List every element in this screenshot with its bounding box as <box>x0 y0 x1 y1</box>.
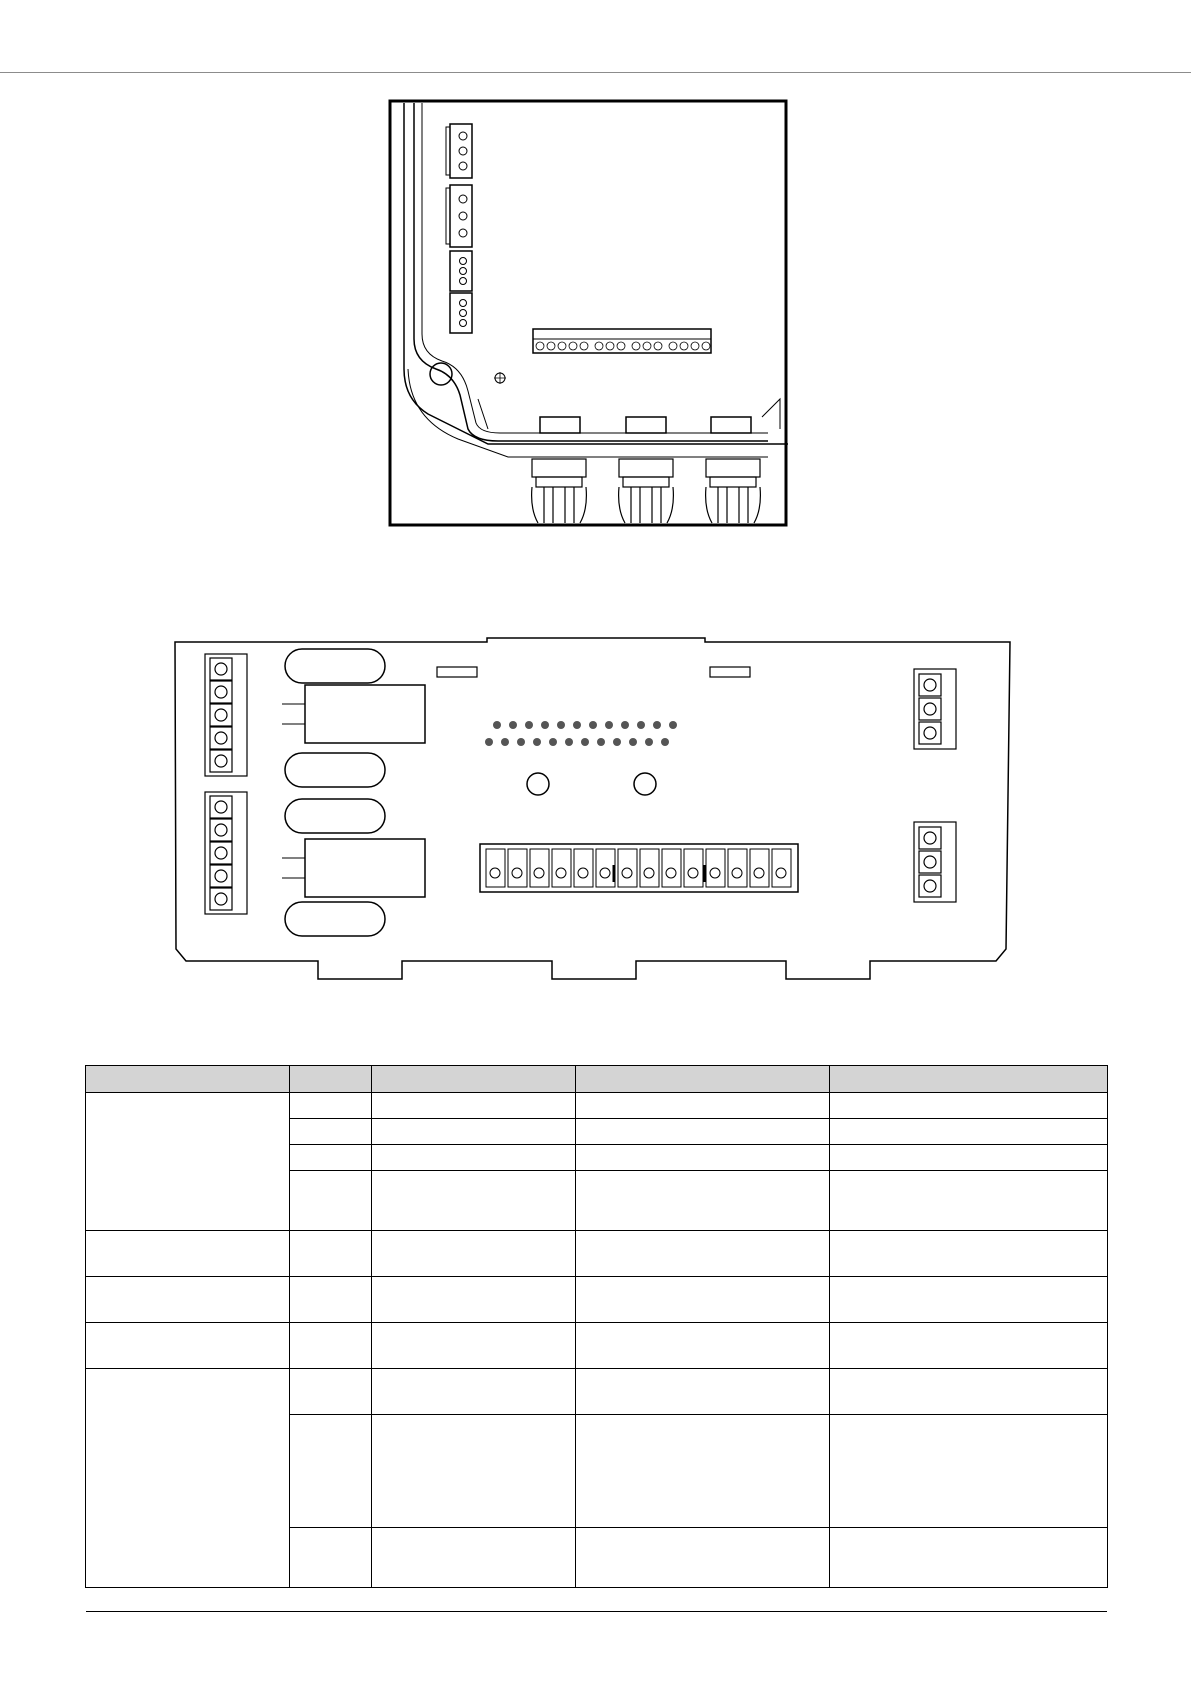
table-cell <box>290 1171 372 1231</box>
table-cell <box>372 1231 576 1277</box>
table-cell <box>576 1369 830 1415</box>
table-cell <box>830 1415 1108 1528</box>
table-cell <box>576 1415 830 1528</box>
table-cell <box>830 1277 1108 1323</box>
table-cell <box>86 1093 290 1231</box>
header-cell <box>576 1066 830 1093</box>
table-row <box>86 1093 1108 1119</box>
table-cell <box>576 1528 830 1588</box>
enclosure-figure <box>388 99 788 527</box>
table-cell <box>830 1231 1108 1277</box>
table-cell <box>372 1277 576 1323</box>
header-cell <box>86 1066 290 1093</box>
table-cell <box>290 1093 372 1119</box>
spec-table <box>85 1065 1108 1588</box>
table-cell <box>576 1119 830 1145</box>
table-cell <box>830 1093 1108 1119</box>
table-cell <box>372 1145 576 1171</box>
footer-rule <box>86 1611 1107 1612</box>
table-cell <box>290 1528 372 1588</box>
table-cell <box>290 1277 372 1323</box>
table-row <box>86 1369 1108 1415</box>
table-cell <box>290 1369 372 1415</box>
table-cell <box>576 1093 830 1119</box>
table-cell <box>372 1171 576 1231</box>
table-cell <box>830 1528 1108 1588</box>
header-cell <box>372 1066 576 1093</box>
table-row <box>86 1323 1108 1369</box>
table-cell <box>290 1323 372 1369</box>
header-cell <box>290 1066 372 1093</box>
table-cell <box>372 1415 576 1528</box>
table-cell <box>86 1369 290 1588</box>
table-cell <box>830 1323 1108 1369</box>
table-header-row <box>86 1066 1108 1093</box>
table-cell <box>372 1369 576 1415</box>
table-cell <box>290 1145 372 1171</box>
header-rule <box>0 72 1191 73</box>
table-cell <box>830 1171 1108 1231</box>
table-cell <box>290 1231 372 1277</box>
table-cell <box>576 1277 830 1323</box>
table-cell <box>86 1231 290 1277</box>
table-cell <box>86 1277 290 1323</box>
table-cell <box>576 1323 830 1369</box>
table-cell <box>576 1145 830 1171</box>
table-cell <box>290 1119 372 1145</box>
table-cell <box>372 1323 576 1369</box>
table-cell <box>372 1119 576 1145</box>
table-cell <box>290 1415 372 1528</box>
table-cell <box>86 1323 290 1369</box>
table-row <box>86 1231 1108 1277</box>
table-cell <box>576 1171 830 1231</box>
table-row <box>86 1277 1108 1323</box>
board-figure <box>170 637 1020 992</box>
table-cell <box>372 1093 576 1119</box>
header-cell <box>830 1066 1108 1093</box>
table-cell <box>830 1145 1108 1171</box>
table-cell <box>576 1231 830 1277</box>
table-cell <box>372 1528 576 1588</box>
table-cell <box>830 1369 1108 1415</box>
table-cell <box>830 1119 1108 1145</box>
